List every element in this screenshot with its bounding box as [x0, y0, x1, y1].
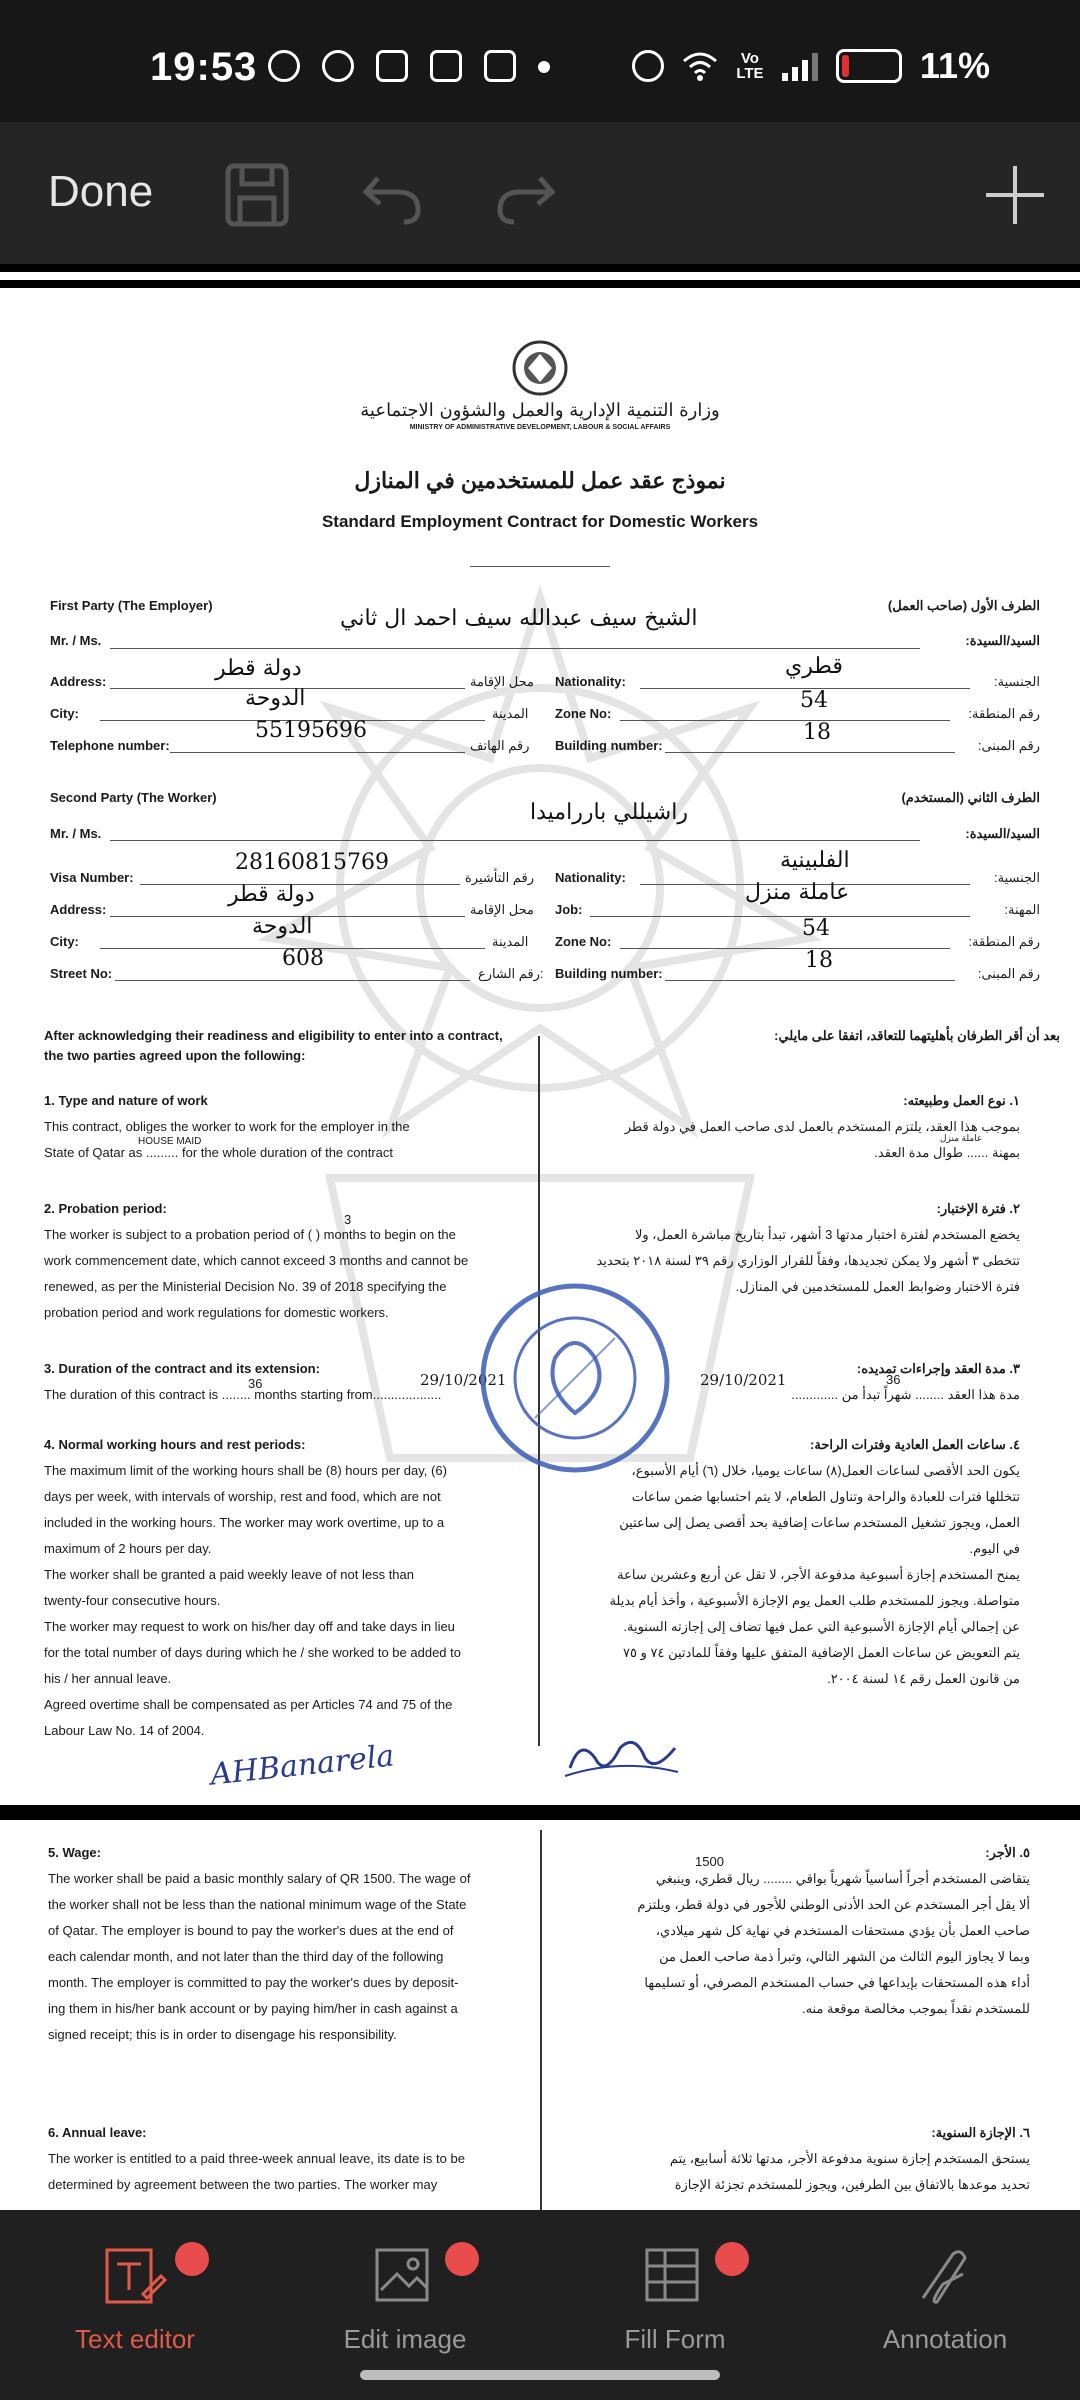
s4-lines-en-line: included in the working hours. The worker may work overtime, up to a: [44, 1515, 445, 1530]
s4-lines-ar-line: متواصلة. ويجوز للمستخدم طلب العمل يوم الإجازة الأسبوعية ، وأخذ أيام بديلة: [609, 1593, 1020, 1608]
s3-title-ar: ٣. مدة العقد وإجراءات تمديده:: [856, 1361, 1020, 1376]
premium-crown-icon: [715, 2242, 749, 2276]
s5-lines-ar-line: للمستخدم نقداً بموجب مخالصة موقعة منه.: [801, 2001, 1030, 2016]
annotation-label: Annotation: [882, 2324, 1008, 2354]
worker-nationality-label-ar: الجنسية:: [994, 870, 1040, 885]
title-rule: [470, 566, 610, 567]
worker-city-label: City:: [50, 934, 79, 949]
underline: [590, 916, 970, 917]
worker-building-label: Building number:: [555, 966, 663, 981]
s4-text-ar: [555, 1458, 1020, 1692]
employer-city[interactable]: الدوحة: [245, 686, 306, 711]
worker-street-label-ar: رقم الشارع:: [478, 966, 544, 981]
edit-image-icon: [373, 2244, 437, 2308]
s4-lines-en-line: maximum of 2 hours per day.: [44, 1541, 212, 1556]
worker-street[interactable]: 608: [282, 946, 324, 971]
s4-lines-ar-line: يمنح المستخدم إجازة أسبوعية مدفوعة الأجر، لا تقل عن أربع وعشرين ساعة: [617, 1567, 1020, 1582]
worker-building-label-ar: رقم المبنى:: [977, 966, 1040, 981]
fill-form-button[interactable]: [575, 2234, 775, 2364]
first-party-label-ar: الطرف الأول (صاحب العمل): [887, 598, 1040, 613]
s4-lines-en-line: days per week, with intervals of worship, rest and food, which are not: [44, 1489, 441, 1504]
s5-lines-ar-line: يتقاضى المستخدم أجراً أساسياً شهرياً بواقي ........ ريال قطري، وينبغي: [655, 1871, 1030, 1886]
worker-job-label-ar: المهنة:: [1004, 902, 1040, 917]
redo-icon[interactable]: [490, 160, 560, 230]
worker-job-label: Job:: [555, 902, 583, 917]
undo-icon[interactable]: [358, 160, 428, 230]
s2-lines-en-line: work commencement date, which cannot exceed 3 months and cannot be: [44, 1253, 469, 1268]
status-bar: [0, 0, 1080, 122]
s1-text-ar-b: بمهنة ...... طوال مدة العقد.: [874, 1145, 1020, 1160]
s2-title-en: 2. Probation period:: [44, 1201, 167, 1216]
underline: [115, 980, 470, 981]
employer-building[interactable]: 18: [803, 720, 831, 745]
more-notifications-icon: [538, 61, 550, 73]
first-party-mr-en: Mr. / Ms.: [50, 633, 102, 648]
employer-nationality-label: Nationality:: [555, 674, 626, 689]
s3-text-en: The duration of this contract is ........ months starting from...................: [44, 1387, 442, 1402]
s2-title-ar: ٢. فترة الإختبار:: [936, 1201, 1020, 1216]
mail-icon: [484, 50, 516, 82]
fill-form-icon: [643, 2244, 707, 2308]
editor-toolbar: [0, 122, 1080, 264]
home-indicator[interactable]: [360, 2370, 720, 2380]
s6-title-ar: ٦. الإجازة السنوية:: [931, 2125, 1030, 2140]
worker-zone-label: Zone No:: [555, 934, 612, 949]
second-party-mr-ar: السيد/السيدة:: [965, 826, 1040, 841]
worker-building[interactable]: 18: [805, 948, 833, 973]
s6-title-en: 6. Annual leave:: [48, 2125, 147, 2140]
text-editor-icon: [103, 2244, 167, 2308]
worker-nationality-label: Nationality:: [555, 870, 626, 885]
first-party-label-en: First Party (The Employer): [50, 598, 213, 613]
worker-signature: [560, 1728, 680, 1788]
employer-building-label-ar: رقم المبنى:: [977, 738, 1040, 753]
s1-text-en-a: This contract, obliges the worker to work for the employer in the: [44, 1119, 410, 1134]
s5-lines-ar-line: صاحب العمل بأن يؤدي مستحقات المستخدم في نهاية كل شهر ميلادي،: [655, 1923, 1030, 1938]
text-editor-button[interactable]: [35, 2234, 235, 2364]
text-editor-label: Text editor: [75, 2324, 195, 2354]
qatar-emblem-logo: [512, 340, 568, 396]
worker-street-label: Street No:: [50, 966, 113, 981]
whatsapp-icon: [268, 50, 300, 82]
s1-text-en-b: State of Qatar as ......... for the whole duration of the contract: [44, 1145, 394, 1160]
s3-date-ar[interactable]: 29/10/2021: [700, 1371, 787, 1389]
s3-months-en[interactable]: 36: [248, 1376, 263, 1391]
alarm-icon: [632, 50, 664, 82]
fill-form-label: Fill Form: [624, 2324, 726, 2354]
s3-date-en[interactable]: 29/10/2021: [420, 1371, 507, 1389]
underline: [665, 752, 955, 753]
s4-lines-ar-line: يتم التعويض عن ساعات العمل الإضافية المتفق عليها وفقاً للمادتين ٧٤ و ٧٥: [623, 1645, 1020, 1660]
employer-building-label: Building number:: [555, 738, 663, 753]
intro-en: After acknowledging their readiness and eligibility to enter into a contract, the two parties agreed upon the following:: [44, 1028, 503, 1063]
shop-icon: [376, 50, 408, 82]
s5-lines-ar-line: ألا يقل أجر المستخدم عن الحد الأدنى الوطني للأجور في دولة قطر، ويلتزم: [637, 1897, 1030, 1912]
second-party-label-ar: الطرف الثاني (المستخدم): [901, 790, 1040, 805]
s4-lines-en-line: The maximum limit of the working hours shall be (8) hours per day, (6): [44, 1463, 447, 1478]
s4-lines-ar-line: عن إجمالي أيام الإجازة الأسبوعية التي عمل فيها تضاف إلى إجازته السنوية.: [623, 1619, 1020, 1634]
system-icons: [632, 45, 990, 87]
s1-handwritten-ar[interactable]: عاملة منزل: [940, 1133, 983, 1143]
employer-city-label: City:: [50, 706, 79, 721]
s2-handwritten-months[interactable]: 3: [344, 1212, 352, 1227]
worker-city[interactable]: الدوحة: [252, 914, 313, 939]
underline: [665, 980, 955, 981]
s6-lines-ar-line: تحديد موعدها بالاتفاق بين الطرفين، ويجوز للمستخدم تجزئة الإجازة: [674, 2177, 1030, 2192]
employer-zone-label: Zone No:: [555, 706, 612, 721]
s5-lines-en-line: ing them in his/her bank account or by paying him/her in cash against a: [48, 2001, 458, 2016]
s5-text-en: [48, 1866, 528, 2048]
worker-address-label-ar: محل الإقامة: [470, 902, 534, 917]
s5-lines-en-line: each calendar month, and not later than the third day of the following: [48, 1949, 444, 1964]
s4-lines-ar-line: تتخللها فترات للعبادة والراحة وتناول الطعام، لا يتم احتسابها ضمن ساعات: [631, 1489, 1020, 1504]
underline: [110, 840, 920, 841]
premium-crown-icon: [445, 2242, 479, 2276]
worker-visa[interactable]: 28160815769: [235, 850, 389, 875]
battery-icon: [836, 49, 902, 83]
s2-lines-en-line: probation period and work regulations for domestic workers.: [44, 1305, 389, 1320]
signal-icon: [782, 51, 818, 81]
s5-lines-ar-line: وبما لا يجاوز اليوم الثالث من الشهر التالي، وتبرأ ذمة صاحب العمل من: [659, 1949, 1030, 1964]
underline: [170, 752, 465, 753]
s3-text-ar: مدة هذا العقد ........ شهراً تبدأ من .............: [791, 1387, 1020, 1402]
s4-title-ar: ٤. ساعات العمل العادية وفترات الراحة:: [810, 1437, 1020, 1452]
s4-lines-en-line: Labour Law No. 14 of 2004.: [44, 1723, 205, 1738]
s6-text-ar: [560, 2146, 1030, 2198]
wifi-icon: [682, 51, 718, 81]
clock: 19:53: [150, 45, 258, 89]
employer-zone[interactable]: 54: [800, 688, 828, 713]
employer-tel[interactable]: 55195696: [255, 718, 367, 743]
s2-text-en: [44, 1222, 524, 1326]
s5-lines-en-line: signed receipt; this is in order to disengage his responsibility.: [48, 2027, 397, 2042]
s5-lines-en-line: the worker shall not be less than the national minimum wage of the State: [48, 1897, 467, 1912]
second-party-mr-en: Mr. / Ms.: [50, 826, 102, 841]
s1-handwritten-job[interactable]: HOUSE MAID: [138, 1136, 202, 1147]
employer-zone-label-ar: رقم المنطقة:: [968, 706, 1040, 721]
add-icon[interactable]: [980, 160, 1050, 230]
s4-lines-ar-line: العمل، ويجوز تشغيل المستخدم ساعات إضافية بحد أقصى يصل إلى ساعتين: [619, 1515, 1020, 1530]
s4-lines-en-line: The worker may request to work on his/her day off and take days in lieu: [44, 1619, 455, 1634]
worker-visa-label: Visa Number:: [50, 870, 134, 885]
s5-salary-ar[interactable]: 1500: [695, 1854, 724, 1869]
document-page-2[interactable]: [0, 1820, 1080, 2210]
annotation-icon: [913, 2244, 977, 2308]
s3-title-en: 3. Duration of the contract and its extension:: [44, 1361, 320, 1376]
title-en: Standard Employment Contract for Domestic Workers: [321, 512, 759, 531]
s5-lines-en-line: of Qatar. The employer is bound to pay the worker's dues at the end of: [48, 1923, 454, 1938]
save-icon[interactable]: [222, 160, 292, 230]
worker-address[interactable]: دولة قطر: [228, 882, 315, 907]
ministry-name-en: MINISTRY OF ADMINISTRATIVE DEVELOPMENT, LABOUR & SOCIAL AFFAIRS: [409, 424, 671, 431]
underline: [620, 720, 950, 721]
worker-address-label: Address:: [50, 902, 107, 917]
s3-months-ar[interactable]: 36: [886, 1372, 901, 1387]
divider: [0, 264, 1080, 288]
s1-text-ar-a: بموجب هذا العقد، يلتزم المستخدم بالعمل لدى صاحب العمل في دولة قطر: [624, 1119, 1020, 1134]
employer-name[interactable]: الشيخ سيف عبدالله سيف احمد ال ثاني: [340, 606, 698, 631]
employer-tel-label-ar: رقم الهاتف: [470, 738, 530, 753]
edit-image-button[interactable]: [305, 2234, 505, 2364]
intro-ar: بعد أن أقر الطرفان بأهليتهما للتعاقد، اتفقا على مايلي:: [774, 1028, 1060, 1043]
worker-city-label-ar: المدينة: [492, 934, 529, 949]
s5-text-ar: [560, 1866, 1030, 2022]
annotation-button[interactable]: [845, 2234, 1045, 2364]
s5-lines-ar-line: أداء هذه المستحقات بإيداعها في حساب المستخدم المصرفي، أو تسليمها: [644, 1975, 1030, 1990]
document-page-1[interactable]: [0, 288, 1080, 1805]
notification-icons: [268, 50, 550, 82]
column-divider: [540, 1830, 542, 2210]
s6-lines-ar-line: يستحق المستخدم إجازة سنوية مدفوعة الأجر، مدتها ثلاثة أسابيع، يتم: [669, 2151, 1030, 2166]
underline: [110, 648, 920, 649]
battery-percent: 11%: [919, 45, 990, 86]
s1-title-en: 1. Type and nature of work: [44, 1093, 208, 1108]
worker-job[interactable]: عاملة منزل: [745, 880, 850, 905]
s4-lines-en-line: twenty-four consecutive hours.: [44, 1593, 221, 1608]
s4-lines-ar-line: يكون الحد الأقصى لساعات العمل(٨) ساعات يوميا، خلال (٦) أيام الأسبوع،: [631, 1463, 1020, 1478]
employer-address-label: Address:: [50, 674, 107, 689]
s5-title-en: 5. Wage:: [48, 1845, 101, 1860]
s4-lines-en-line: his / her annual leave.: [44, 1671, 172, 1686]
worker-name[interactable]: راشيللي باررامیدا: [530, 800, 688, 825]
s4-lines-ar-line: في اليوم.: [969, 1541, 1020, 1556]
s5-lines-en-line: The worker shall be paid a basic monthly salary of QR 1500. The wage of: [48, 1871, 471, 1886]
premium-crown-icon: [175, 2242, 209, 2276]
s4-lines-en-line: The worker shall be granted a paid weekly leave of not less than: [44, 1567, 414, 1582]
first-party-mr-ar: السيد/السيدة:: [965, 633, 1040, 648]
employer-city-label-ar: المدينة: [492, 706, 529, 721]
s2-lines-en-line: The worker is subject to a probation period of ( ) months to begin on the: [44, 1227, 456, 1242]
underline: [620, 948, 950, 949]
s2-lines-ar-line: تتخطى ٣ أشهر ولا يمكن تجديدها، وفقاً للقرار الوزاري رقم ٣٩ لسنة ٢٠١٨ بتحديد: [596, 1253, 1020, 1268]
page-gap: [0, 1805, 1080, 1820]
employer-address-label-ar: محل الإقامة: [470, 674, 534, 689]
s4-title-en: 4. Normal working hours and rest periods:: [44, 1437, 306, 1452]
s2-lines-ar-line: فترة الاختبار وضوابط العمل للمستخدمين في المنازل.: [735, 1279, 1020, 1294]
s6-lines-en-line: determined by agreement between the two parties. The worker may: [48, 2177, 438, 2192]
s5-title-ar: ٥. الأجر:: [985, 1845, 1030, 1860]
volte-indicator: Vo LTE: [736, 50, 764, 82]
ministry-name-ar: وزارة التنمية الإدارية والعمل والشؤون الاجتماعية: [360, 400, 720, 421]
employer-nationality-label-ar: الجنسية:: [994, 674, 1040, 689]
title-ar: نموذج عقد عمل للمستخدمين في المنازل: [354, 468, 726, 493]
employer-tel-label: Telephone number:: [50, 738, 170, 753]
s6-lines-en-line: The worker is entitled to a paid three-week annual leave, its date is to be: [48, 2151, 465, 2166]
employer-address[interactable]: دولة قطر: [215, 656, 302, 681]
employer-nationality[interactable]: قطري: [785, 654, 843, 679]
employer-signature: AHBanarela: [208, 1738, 396, 1793]
second-party-label-en: Second Party (The Worker): [50, 790, 217, 805]
s6-text-en: [48, 2146, 528, 2198]
official-stamp: [475, 1278, 675, 1478]
s2-lines-ar-line: يخضع المستخدم لفترة اختبار مدتها 3 أشهر، تبدأ بتاريخ مباشرة العمل، ولا: [634, 1227, 1020, 1242]
s1-title-ar: ١. نوع العمل وطبيعته:: [903, 1093, 1020, 1108]
worker-nationality[interactable]: الفلبينية: [780, 848, 850, 873]
s4-lines-en-line: Agreed overtime shall be compensated as per Articles 74 and 75 of the: [44, 1697, 453, 1712]
instagram-icon: [430, 50, 462, 82]
s4-text-en: [44, 1458, 524, 1744]
edit-image-label: Edit image: [343, 2324, 467, 2354]
worker-zone-label-ar: رقم المنطقة:: [968, 934, 1040, 949]
messenger-icon: [322, 50, 354, 82]
s2-lines-en-line: renewed, as per the Ministerial Decision No. 39 of 2018 specifying the: [44, 1279, 447, 1294]
worker-zone[interactable]: 54: [802, 916, 830, 941]
s4-lines-ar-line: من قانون العمل رقم ١٤ لسنة ٢٠٠٤.: [827, 1671, 1020, 1686]
s4-lines-en-line: for the total number of days during which he / she worked to be added to: [44, 1645, 461, 1660]
s5-lines-en-line: month. The employer is committed to pay the worker's dues by deposit-: [48, 1975, 459, 1990]
done-button[interactable]: Done: [48, 167, 154, 216]
worker-visa-label-ar: رقم التأشيرة: [465, 870, 535, 885]
